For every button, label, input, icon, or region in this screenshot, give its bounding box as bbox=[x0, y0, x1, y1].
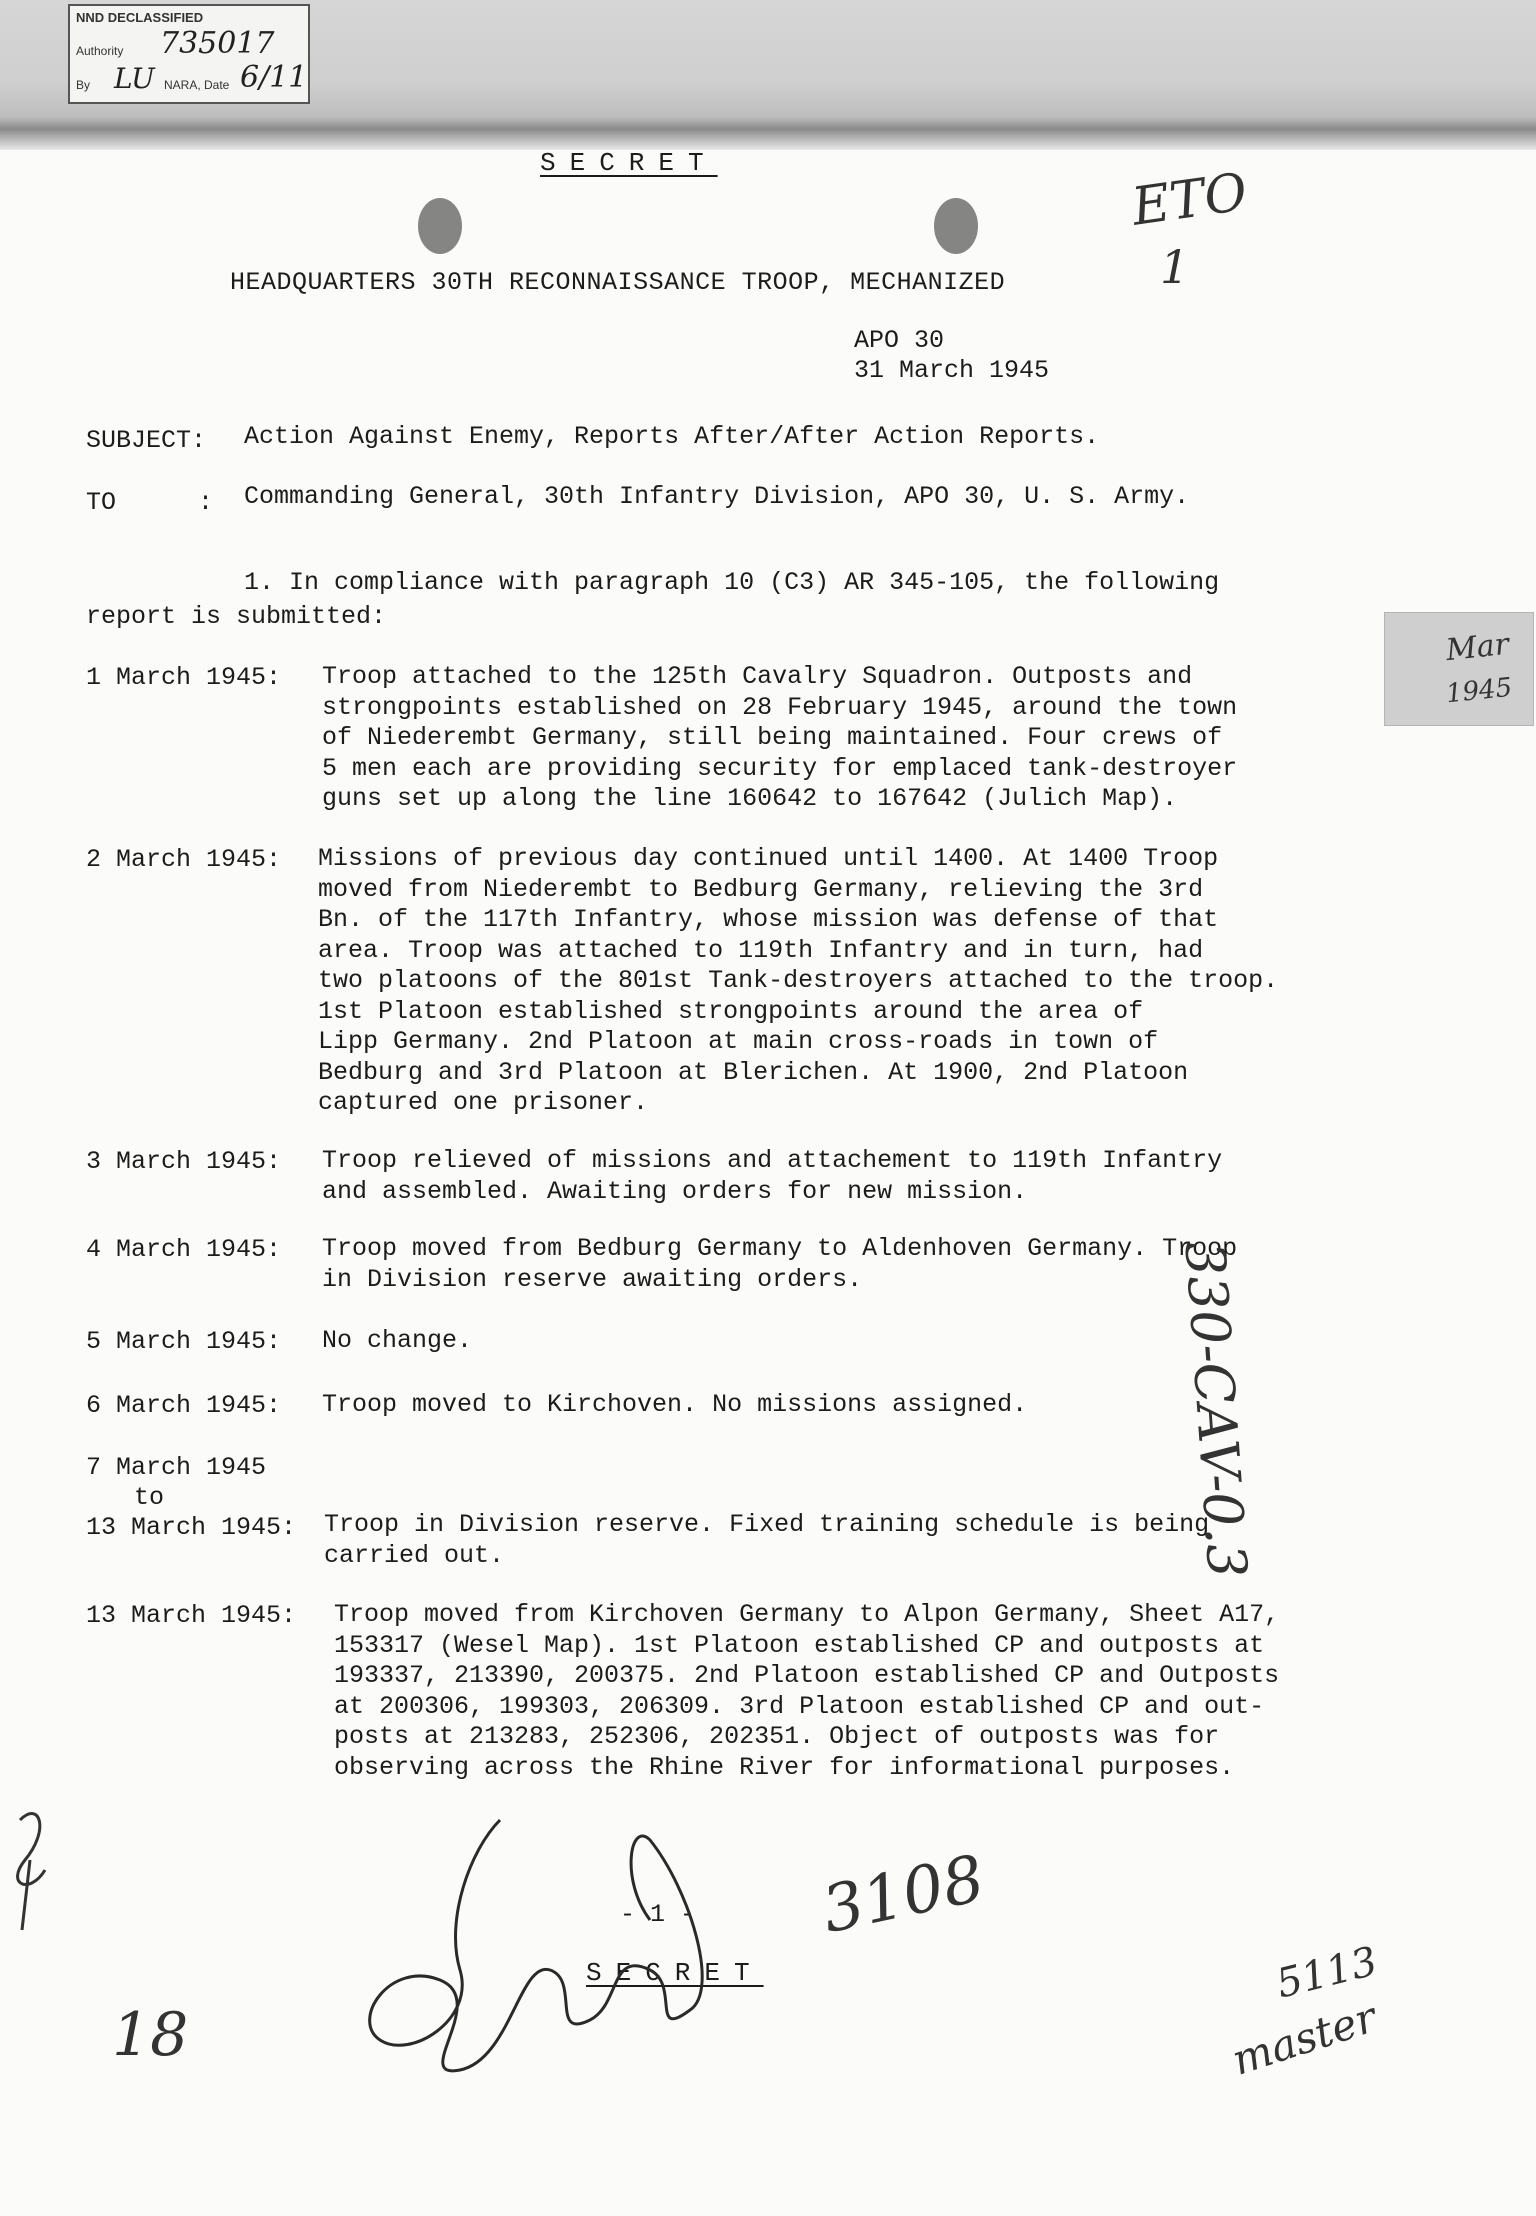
declassification-stamp bbox=[68, 4, 310, 104]
handwritten-page-mark: 18 bbox=[112, 2000, 189, 2070]
scan-margin-patch bbox=[1384, 612, 1534, 726]
entry-line: 193337, 213390, 200375. 2nd Platoon established CP and Outposts bbox=[334, 1661, 1280, 1690]
entry-line: guns set up along the line 160642 to 167642 (Julich Map). bbox=[322, 784, 1178, 813]
stamp-date-value: 6/11 bbox=[240, 60, 308, 95]
entry-date: 3 March 1945: bbox=[86, 1147, 282, 1176]
entry-line: Troop attached to the 125th Cavalry Squadron. Outposts and bbox=[322, 662, 1193, 691]
unit-heading: HEADQUARTERS 30TH RECONNAISSANCE TROOP, MECHANIZED bbox=[230, 268, 1006, 297]
entry-date-to: to bbox=[134, 1483, 165, 1512]
classification-top: SECRET bbox=[540, 148, 718, 178]
stamp-authority-value: 735017 bbox=[160, 26, 275, 61]
subject-text: Action Against Enemy, Reports After/After Action Reports. bbox=[244, 422, 1100, 451]
stamp-authority-label: Authority bbox=[76, 44, 124, 58]
entry-line: strongpoints established on 28 February 1945, around the town bbox=[322, 692, 1238, 722]
entry-line: Bn. of the 117th Infantry, whose mission was defense of that bbox=[318, 905, 1219, 934]
entry-date: 2 March 1945: bbox=[86, 845, 282, 874]
entry-line: Lipp Germany. 2nd Platoon at main cross-roads in town of bbox=[318, 1027, 1159, 1056]
intro-line1: 1. In compliance with paragraph 10 (C3) AR 345-105, the following bbox=[244, 568, 1220, 597]
entry-line: in Division reserve awaiting orders. bbox=[322, 1264, 863, 1294]
entry-line: Troop relieved of missions and attachement to 119th Infantry bbox=[322, 1146, 1223, 1175]
entry-line: posts at 213283, 252306, 202351. Object of outposts was for bbox=[334, 1722, 1220, 1751]
entry-line: of Niederembt Germany, still being maintained. Four crews of bbox=[322, 723, 1223, 752]
entry-line: Troop in Division reserve. Fixed training schedule is being bbox=[324, 1510, 1210, 1539]
entry-date: 4 March 1945: bbox=[86, 1235, 282, 1264]
handwritten-eto-mark: 1 bbox=[1160, 240, 1190, 294]
entry-line: Troop moved from Kirchoven Germany to Alpon Germany, Sheet A17, bbox=[334, 1600, 1280, 1629]
entry-line: and assembled. Awaiting orders for new mission. bbox=[322, 1176, 1028, 1206]
entry-line: 153317 (Wesel Map). 1st Platoon established CP and outposts at bbox=[334, 1630, 1265, 1660]
entry-date: 5 March 1945: bbox=[86, 1327, 282, 1356]
punch-hole-left bbox=[418, 198, 462, 254]
handwritten-master-number: 5113 bbox=[1271, 1938, 1382, 2008]
margin-initial-mark bbox=[0, 1800, 90, 1940]
entry-line: Bedburg and 3rd Platoon at Blerichen. At 1900, 2nd Platoon bbox=[318, 1057, 1189, 1087]
entry-date: 6 March 1945: bbox=[86, 1391, 282, 1420]
handwritten-eto: ETO bbox=[1128, 162, 1251, 238]
entry-line: 1st Platoon established strongpoints around the area of bbox=[318, 996, 1144, 1026]
stamp-by-value: LU bbox=[114, 62, 155, 95]
stamp-nara-label: NARA, Date bbox=[164, 78, 230, 92]
entry-line: 5 men each are providing security for emplaced tank-destroyer bbox=[322, 753, 1238, 783]
handwritten-file-code: 330-CAV-0.3 bbox=[1172, 1239, 1259, 1580]
entry-line: Troop moved to Kirchoven. No missions assigned. bbox=[322, 1390, 1028, 1419]
handwritten-margin-year: 1945 bbox=[1444, 672, 1514, 710]
entry-line: two platoons of the 801st Tank-destroyers attached to the troop. bbox=[318, 966, 1279, 995]
handwritten-margin-month: Mar bbox=[1444, 626, 1511, 669]
punch-hole-right bbox=[934, 198, 978, 254]
to-label: TO bbox=[86, 488, 117, 517]
entry-line: No change. bbox=[322, 1326, 473, 1355]
handwritten-master-word: master bbox=[1226, 1992, 1383, 2085]
stamp-by-label: By bbox=[76, 78, 91, 92]
entry-date-start: 7 March 1945 bbox=[86, 1453, 267, 1482]
document-date: 31 March 1945 bbox=[854, 356, 1050, 385]
signature-scribble bbox=[350, 1810, 810, 2090]
to-text: Commanding General, 30th Infantry Division, APO 30, U. S. Army. bbox=[244, 482, 1190, 511]
entry-date-end: 13 March 1945: bbox=[86, 1513, 297, 1542]
entry-line: moved from Niederembt to Bedburg Germany, relieving the 3rd bbox=[318, 874, 1204, 904]
entry-line: carried out. bbox=[324, 1540, 505, 1570]
entry-line: Troop moved from Bedburg Germany to Aldenhoven Germany. Troop bbox=[322, 1234, 1238, 1263]
entry-line: captured one prisoner. bbox=[318, 1088, 649, 1117]
subject-label: SUBJECT: bbox=[86, 426, 207, 455]
classification-bottom: SECRET bbox=[586, 1958, 764, 1988]
apo-line: APO 30 bbox=[854, 326, 945, 355]
intro-line2: report is submitted: bbox=[86, 602, 387, 631]
to-separator: : bbox=[198, 488, 214, 517]
stamp-line1: NND DECLASSIFIED bbox=[76, 10, 204, 25]
entry-date: 1 March 1945: bbox=[86, 663, 282, 692]
entry-date: 13 March 1945: bbox=[86, 1601, 297, 1630]
page-number: - 1 - bbox=[620, 1900, 696, 1929]
entry-line: area. Troop was attached to 119th Infantry and in turn, had bbox=[318, 935, 1204, 965]
signature-suffix: 3108 bbox=[816, 1841, 991, 1949]
entry-line: at 200306, 199303, 206309. 3rd Platoon established CP and out- bbox=[334, 1691, 1265, 1721]
entry-line: Missions of previous day continued until 1400. At 1400 Troop bbox=[318, 844, 1219, 873]
entry-line: observing across the Rhine River for informational purposes. bbox=[334, 1752, 1235, 1782]
